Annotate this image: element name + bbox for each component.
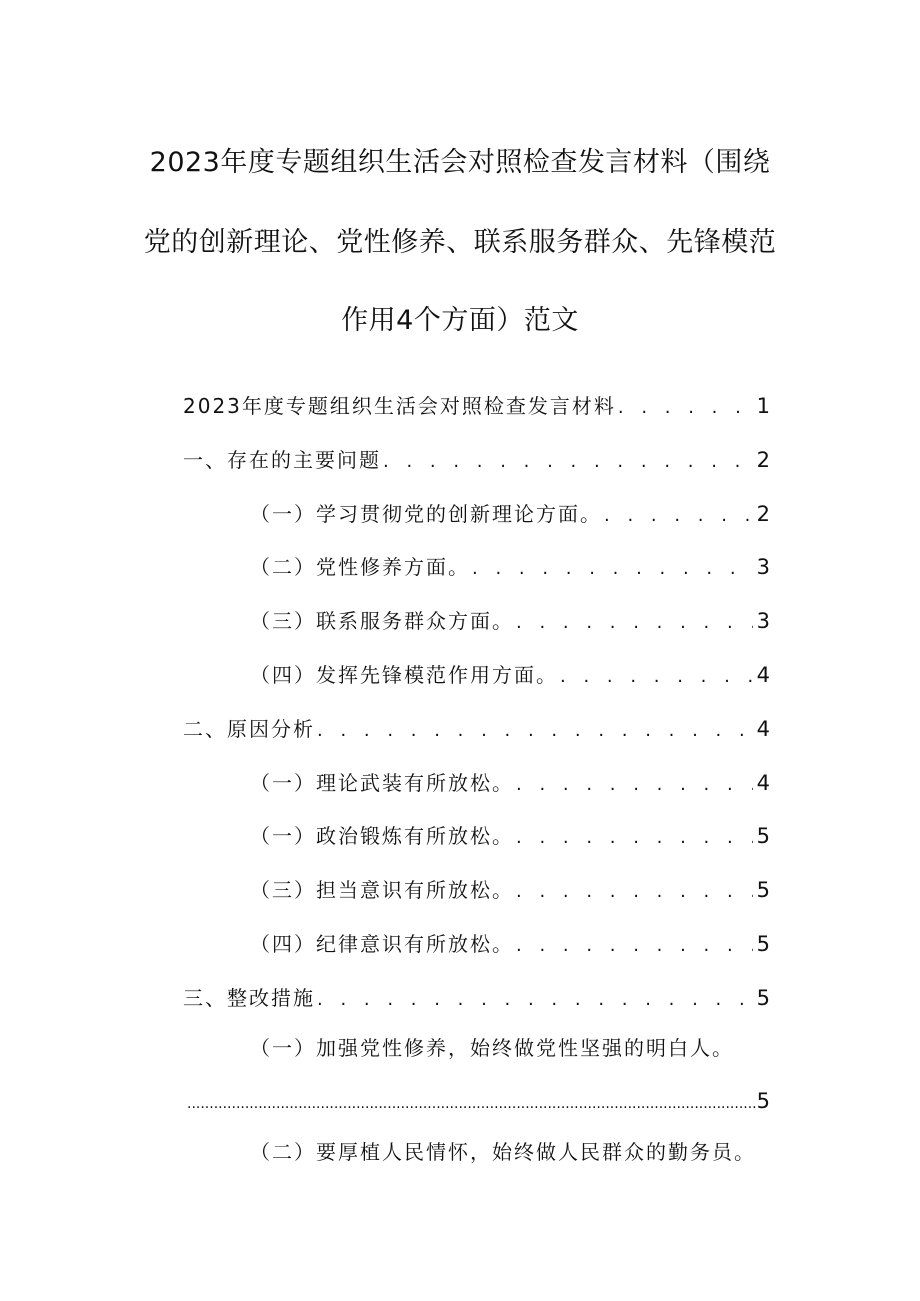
toc-page-number: 3: [756, 555, 770, 579]
toc-leader-dots: [618, 394, 753, 422]
toc-entry-label: （四）纪律意识有所放松。: [250, 932, 514, 956]
toc-leader-dots: [317, 717, 753, 745]
toc-entry-label: （三）担当意识有所放松。: [250, 878, 514, 902]
toc-entry[interactable]: [183, 715, 770, 743]
toc-page-number: 3: [756, 609, 770, 633]
toc-leader-dots: [516, 771, 753, 799]
toc-entry-label[interactable]: （二）要厚植人民情怀，始终做人民群众的勤务员。: [250, 1140, 756, 1164]
toc-page-number: 5: [756, 878, 770, 902]
document-title-line-3: 作用4个方面）范文: [341, 305, 579, 336]
document-title-line-2: 党的创新理论、党性修养、联系服务群众、先锋模范: [143, 227, 777, 258]
toc-leader-dots: [317, 986, 753, 1014]
toc-page-number: 5: [756, 932, 770, 956]
toc-entry-label: （四）发挥先锋模范作用方面。: [250, 663, 558, 687]
toc-page-number: 1: [756, 394, 770, 418]
toc-entry-label: （一）政治锻炼有所放松。: [250, 824, 514, 848]
toc-page-number: 5: [756, 986, 770, 1010]
toc-entry-label: （二）党性修养方面。: [250, 555, 470, 579]
toc-entry-label: 三、整改措施: [183, 986, 315, 1010]
toc-entry-label: （三）联系服务群众方面。: [250, 609, 514, 633]
toc-leader-dots: [516, 824, 753, 852]
toc-leader-dots: [383, 448, 753, 476]
toc-entry-label: 一、存在的主要问题: [183, 448, 381, 472]
toc-entry-label: （一）理论武装有所放松。: [250, 771, 514, 795]
toc-entry[interactable]: [250, 607, 770, 635]
toc-entry-label: 二、原因分析: [183, 717, 315, 741]
document-title-line-1: 2023年度专题组织生活会对照检查发言材料（围绕: [149, 147, 771, 178]
toc-page-number: 4: [756, 717, 770, 741]
toc-entry[interactable]: [183, 392, 770, 420]
toc-leader-dots: [516, 878, 753, 906]
toc-entry[interactable]: [250, 500, 770, 528]
toc-page-number: 5: [756, 1089, 770, 1113]
toc-leader-dots: [472, 555, 753, 583]
toc-entry[interactable]: [250, 822, 770, 850]
toc-page-number: 4: [756, 771, 770, 795]
toc-leader-dots: [604, 502, 753, 530]
toc-page-number: 2: [756, 502, 770, 526]
toc-entry[interactable]: [250, 769, 770, 797]
toc-leader-dots: [516, 609, 753, 637]
toc-entry[interactable]: [183, 984, 770, 1012]
toc-page-number: 2: [756, 448, 770, 472]
toc-entry[interactable]: [250, 553, 770, 581]
toc-entry-label: （一）学习贯彻党的创新理论方面。: [250, 502, 602, 526]
toc-leader-dots: [560, 663, 753, 691]
toc-leader-dots: [187, 1090, 757, 1118]
toc-entry[interactable]: [183, 446, 770, 474]
toc-entry-label[interactable]: （一）加强党性修养，始终做党性坚强的明白人。: [250, 1036, 734, 1060]
toc-entry-continuation[interactable]: [187, 1087, 770, 1118]
toc-page-number: 5: [756, 824, 770, 848]
toc-entry[interactable]: [250, 930, 770, 958]
toc-page-number: 4: [756, 663, 770, 687]
toc-leader-dots: [516, 932, 753, 960]
toc-entry-label: 2023年度专题组织生活会对照检查发言材料: [183, 394, 616, 418]
toc-entry[interactable]: [250, 876, 770, 904]
toc-entry[interactable]: [250, 661, 770, 689]
